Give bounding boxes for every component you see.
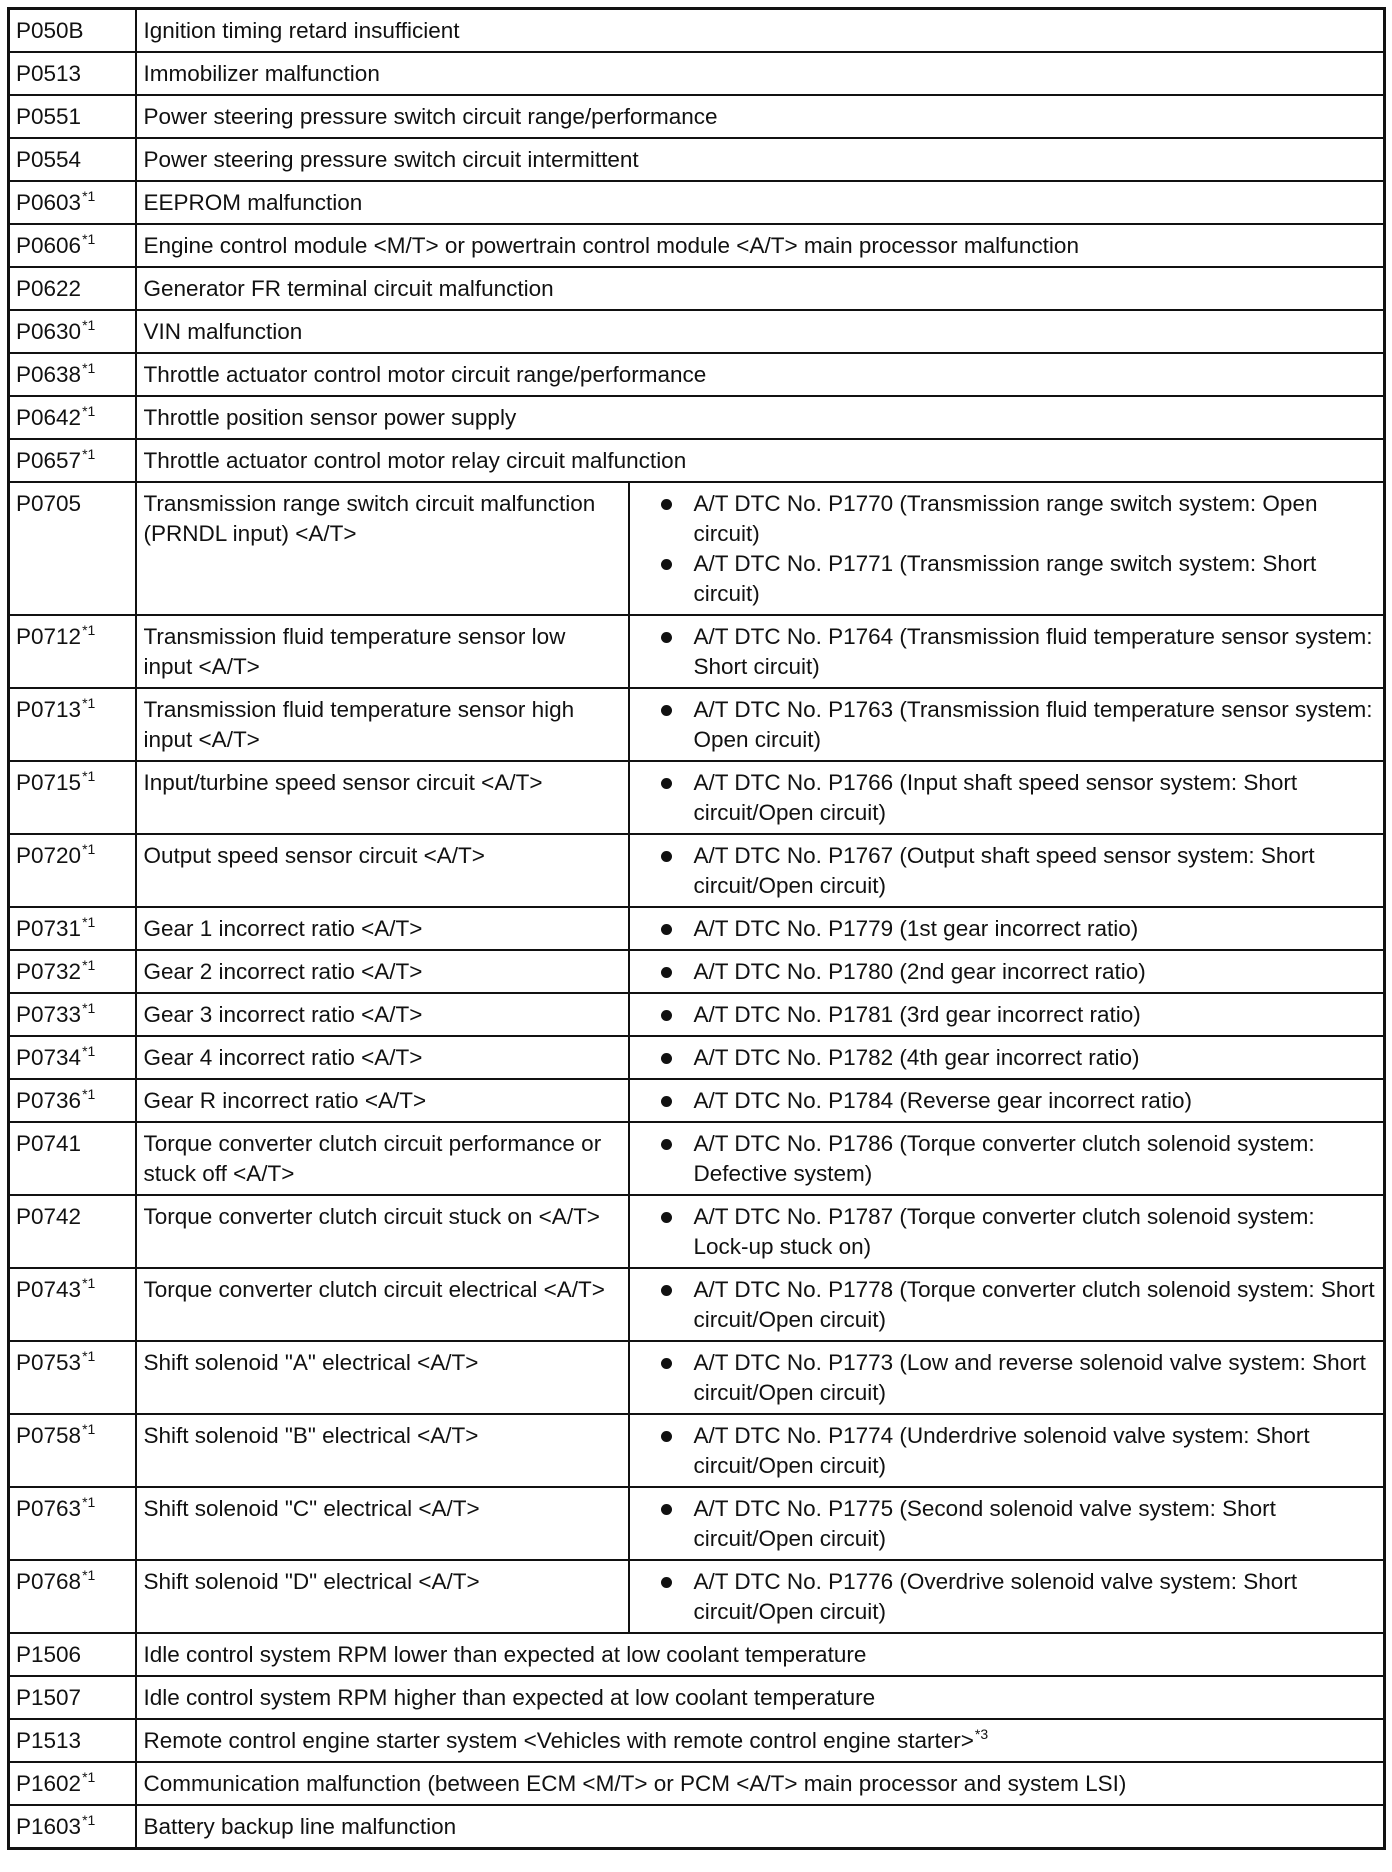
footnote-marker: *1 xyxy=(82,231,96,247)
dtc-code: P0715 xyxy=(16,770,82,795)
related-dtc-cell xyxy=(629,1268,1385,1341)
dtc-description-cell xyxy=(136,993,629,1036)
dtc-description-cell xyxy=(136,1268,629,1341)
dtc-code-cell xyxy=(9,1487,136,1560)
bullet-icon xyxy=(661,1010,672,1021)
dtc-code: P050B xyxy=(16,18,84,43)
dtc-code-cell xyxy=(9,834,136,907)
dtc-description-cell xyxy=(136,1762,1385,1805)
dtc-description-cell xyxy=(136,95,1385,138)
related-dtc-list xyxy=(637,1202,1376,1262)
footnote-marker: *1 xyxy=(82,695,96,711)
dtc-description: Power steering pressure switch circuit intermittent xyxy=(143,147,639,172)
dtc-description: Torque converter clutch circuit electrical <A/T> xyxy=(143,1277,605,1302)
dtc-code: P0732 xyxy=(16,959,82,984)
table-row xyxy=(9,1195,1385,1268)
table-row xyxy=(9,95,1385,138)
related-dtc-text: A/T DTC No. P1763 (Transmission fluid temperature sensor system: Open circuit) xyxy=(693,697,1373,752)
dtc-code: P0742 xyxy=(16,1204,82,1229)
related-dtc-list xyxy=(637,695,1376,755)
dtc-code: P0642 xyxy=(16,405,82,430)
table-row xyxy=(9,993,1385,1036)
related-dtc-text: A/T DTC No. P1774 (Underdrive solenoid valve system: Short circuit/Open circuit) xyxy=(693,1423,1310,1478)
bullet-icon xyxy=(661,499,672,510)
footnote-marker: *1 xyxy=(82,1494,96,1510)
table-row xyxy=(9,181,1385,224)
bullet-icon xyxy=(661,559,672,570)
related-dtc-list xyxy=(637,622,1376,682)
list-item xyxy=(637,914,1376,944)
dtc-description-cell xyxy=(136,267,1385,310)
dtc-code: P0630 xyxy=(16,319,82,344)
bullet-icon xyxy=(661,1139,672,1150)
dtc-code: P1506 xyxy=(16,1642,82,1667)
dtc-code: P1602 xyxy=(16,1771,82,1796)
dtc-code-cell xyxy=(9,52,136,95)
dtc-description: Idle control system RPM higher than expected at low coolant temperature xyxy=(143,1685,876,1710)
table-row xyxy=(9,1676,1385,1719)
dtc-description-cell xyxy=(136,1719,1385,1762)
bullet-icon xyxy=(661,924,672,935)
dtc-description-cell xyxy=(136,1805,1385,1849)
dtc-code: P0554 xyxy=(16,147,82,172)
list-item xyxy=(637,1275,1376,1335)
related-dtc-text: A/T DTC No. P1784 (Reverse gear incorrect ratio) xyxy=(693,1088,1193,1113)
dtc-description-cell xyxy=(136,1122,629,1195)
related-dtc-cell xyxy=(629,950,1385,993)
dtc-code: P0606 xyxy=(16,233,82,258)
related-dtc-text: A/T DTC No. P1778 (Torque converter clutch solenoid system: Short circuit/Open circuit) xyxy=(693,1277,1375,1332)
dtc-code-cell xyxy=(9,1805,136,1849)
dtc-code-cell xyxy=(9,1414,136,1487)
bullet-icon xyxy=(661,1358,672,1369)
footnote-marker: *1 xyxy=(82,403,96,419)
related-dtc-cell xyxy=(629,1195,1385,1268)
footnote-marker: *1 xyxy=(82,1348,96,1364)
dtc-description: Idle control system RPM lower than expected at low coolant temperature xyxy=(143,1642,867,1667)
dtc-code-cell xyxy=(9,1079,136,1122)
related-dtc-list xyxy=(637,1129,1376,1189)
footnote-marker: *3 xyxy=(974,1726,989,1742)
dtc-description: Torque converter clutch circuit performance or stuck off <A/T> xyxy=(143,1131,602,1186)
dtc-code-cell xyxy=(9,1122,136,1195)
dtc-code-cell xyxy=(9,95,136,138)
dtc-description-cell xyxy=(136,1633,1385,1676)
footnote-marker: *1 xyxy=(82,1769,96,1785)
table-row xyxy=(9,688,1385,761)
dtc-description: Transmission fluid temperature sensor low input <A/T> xyxy=(143,624,566,679)
dtc-code-cell xyxy=(9,1719,136,1762)
related-dtc-list xyxy=(637,957,1376,987)
related-dtc-text: A/T DTC No. P1773 (Low and reverse solenoid valve system: Short circuit/Open circuit) xyxy=(693,1350,1366,1405)
dtc-description-cell xyxy=(136,1195,629,1268)
dtc-description-cell xyxy=(136,1079,629,1122)
dtc-description: Transmission range switch circuit malfunction (PRNDL input) <A/T> xyxy=(143,491,596,546)
dtc-description-cell xyxy=(136,396,1385,439)
dtc-code-cell xyxy=(9,1633,136,1676)
related-dtc-text: A/T DTC No. P1764 (Transmission fluid temperature sensor system: Short circuit) xyxy=(693,624,1373,679)
related-dtc-list xyxy=(637,1000,1376,1030)
list-item xyxy=(637,549,1376,609)
dtc-code: P0622 xyxy=(16,276,82,301)
list-item xyxy=(637,1129,1376,1189)
table-row xyxy=(9,907,1385,950)
related-dtc-list xyxy=(637,1567,1376,1627)
dtc-description-cell xyxy=(136,950,629,993)
related-dtc-list xyxy=(637,1086,1376,1116)
dtc-description: Shift solenoid "C" electrical <A/T> xyxy=(143,1496,480,1521)
footnote-marker: *1 xyxy=(82,360,96,376)
dtc-code: P0768 xyxy=(16,1569,82,1594)
related-dtc-text: A/T DTC No. P1771 (Transmission range switch system: Short circuit) xyxy=(693,551,1317,606)
dtc-code-cell xyxy=(9,9,136,53)
dtc-description: Immobilizer malfunction xyxy=(143,61,380,86)
dtc-description-cell xyxy=(136,224,1385,267)
dtc-code-cell xyxy=(9,907,136,950)
table-row xyxy=(9,9,1385,53)
dtc-description: Transmission fluid temperature sensor high input <A/T> xyxy=(143,697,575,752)
table-row xyxy=(9,1268,1385,1341)
dtc-code-cell xyxy=(9,353,136,396)
dtc-code-cell xyxy=(9,993,136,1036)
dtc-description: Shift solenoid "D" electrical <A/T> xyxy=(143,1569,480,1594)
footnote-marker: *1 xyxy=(82,1421,96,1437)
table-row xyxy=(9,950,1385,993)
dtc-code-cell xyxy=(9,1036,136,1079)
list-item xyxy=(637,1421,1376,1481)
footnote-marker: *1 xyxy=(82,317,96,333)
dtc-code: P0731 xyxy=(16,916,82,941)
dtc-code: P1603 xyxy=(16,1814,82,1839)
dtc-table xyxy=(7,7,1386,1850)
bullet-icon xyxy=(661,1431,672,1442)
footnote-marker: *1 xyxy=(82,1043,96,1059)
dtc-code-cell xyxy=(9,1560,136,1633)
list-item xyxy=(637,957,1376,987)
dtc-code: P0720 xyxy=(16,843,82,868)
dtc-code-cell xyxy=(9,181,136,224)
dtc-code-cell xyxy=(9,310,136,353)
table-row xyxy=(9,1036,1385,1079)
table-row xyxy=(9,1079,1385,1122)
related-dtc-cell xyxy=(629,907,1385,950)
table-row xyxy=(9,1122,1385,1195)
dtc-code-cell xyxy=(9,267,136,310)
bullet-icon xyxy=(661,1285,672,1296)
related-dtc-cell xyxy=(629,1079,1385,1122)
list-item xyxy=(637,622,1376,682)
related-dtc-cell xyxy=(629,1122,1385,1195)
dtc-description: Output speed sensor circuit <A/T> xyxy=(143,843,485,868)
related-dtc-text: A/T DTC No. P1786 (Torque converter clutch solenoid system: Defective system) xyxy=(693,1131,1315,1186)
dtc-code: P0741 xyxy=(16,1131,82,1156)
related-dtc-list xyxy=(637,768,1376,828)
footnote-marker: *1 xyxy=(82,622,96,638)
related-dtc-list xyxy=(637,1348,1376,1408)
dtc-description: Throttle position sensor power supply xyxy=(143,405,517,430)
dtc-description: Input/turbine speed sensor circuit <A/T> xyxy=(143,770,543,795)
table-row xyxy=(9,52,1385,95)
dtc-code-cell xyxy=(9,439,136,482)
dtc-description-cell xyxy=(136,1560,629,1633)
list-item xyxy=(637,1043,1376,1073)
related-dtc-cell xyxy=(629,1341,1385,1414)
dtc-description: Communication malfunction (between ECM <M/T> or PCM <A/T> main processor and system LSI) xyxy=(143,1771,1127,1796)
dtc-description: Throttle actuator control motor circuit range/performance xyxy=(143,362,707,387)
bullet-icon xyxy=(661,1504,672,1515)
footnote-marker: *1 xyxy=(82,914,96,930)
table-row xyxy=(9,1633,1385,1676)
dtc-code: P0705 xyxy=(16,491,82,516)
dtc-code-cell xyxy=(9,1195,136,1268)
footnote-marker: *1 xyxy=(82,446,96,462)
table-row xyxy=(9,1719,1385,1762)
table-row xyxy=(9,224,1385,267)
footnote-marker: *1 xyxy=(82,1567,96,1583)
dtc-description-cell xyxy=(136,181,1385,224)
dtc-code: P0638 xyxy=(16,362,82,387)
dtc-code-cell xyxy=(9,1341,136,1414)
table-row xyxy=(9,482,1385,615)
footnote-marker: *1 xyxy=(82,1086,96,1102)
related-dtc-text: A/T DTC No. P1779 (1st gear incorrect ratio) xyxy=(693,916,1139,941)
list-item xyxy=(637,768,1376,828)
table-row xyxy=(9,267,1385,310)
table-row xyxy=(9,834,1385,907)
bullet-icon xyxy=(661,1053,672,1064)
dtc-description: Gear 2 incorrect ratio <A/T> xyxy=(143,959,423,984)
dtc-description: Battery backup line malfunction xyxy=(143,1814,457,1839)
related-dtc-text: A/T DTC No. P1787 (Torque converter clutch solenoid system: Lock-up stuck on) xyxy=(693,1204,1315,1259)
table-row xyxy=(9,439,1385,482)
related-dtc-list xyxy=(637,1275,1376,1335)
dtc-description-cell xyxy=(136,907,629,950)
table-row xyxy=(9,1487,1385,1560)
related-dtc-cell xyxy=(629,615,1385,688)
dtc-description-cell xyxy=(136,138,1385,181)
list-item xyxy=(637,1086,1376,1116)
list-item xyxy=(637,489,1376,549)
related-dtc-text: A/T DTC No. P1770 (Transmission range switch system: Open circuit) xyxy=(693,491,1318,546)
related-dtc-list xyxy=(637,489,1376,609)
footnote-marker: *1 xyxy=(82,1275,96,1291)
dtc-code-cell xyxy=(9,950,136,993)
dtc-description-cell xyxy=(136,439,1385,482)
list-item xyxy=(637,695,1376,755)
dtc-code-cell xyxy=(9,396,136,439)
dtc-code-cell xyxy=(9,224,136,267)
related-dtc-cell xyxy=(629,761,1385,834)
bullet-icon xyxy=(661,632,672,643)
bullet-icon xyxy=(661,705,672,716)
bullet-icon xyxy=(661,1212,672,1223)
related-dtc-list xyxy=(637,1421,1376,1481)
related-dtc-list xyxy=(637,841,1376,901)
related-dtc-cell xyxy=(629,482,1385,615)
dtc-description: Gear 1 incorrect ratio <A/T> xyxy=(143,916,423,941)
dtc-code: P0513 xyxy=(16,61,82,86)
dtc-code-cell xyxy=(9,138,136,181)
footnote-marker: *1 xyxy=(82,841,96,857)
related-dtc-list xyxy=(637,1494,1376,1554)
list-item xyxy=(637,1567,1376,1627)
table-row xyxy=(9,353,1385,396)
dtc-description: Throttle actuator control motor relay circuit malfunction xyxy=(143,448,687,473)
list-item xyxy=(637,1000,1376,1030)
table-row xyxy=(9,138,1385,181)
related-dtc-cell xyxy=(629,1560,1385,1633)
related-dtc-text: A/T DTC No. P1775 (Second solenoid valve system: Short circuit/Open circuit) xyxy=(693,1496,1276,1551)
dtc-description-cell xyxy=(136,1341,629,1414)
dtc-description: Gear 3 incorrect ratio <A/T> xyxy=(143,1002,423,1027)
dtc-description-cell xyxy=(136,615,629,688)
dtc-code: P0734 xyxy=(16,1045,82,1070)
table-row xyxy=(9,396,1385,439)
dtc-code-cell xyxy=(9,1676,136,1719)
dtc-code: P0758 xyxy=(16,1423,82,1448)
list-item xyxy=(637,1494,1376,1554)
dtc-description-cell xyxy=(136,482,629,615)
table-row xyxy=(9,1805,1385,1849)
bullet-icon xyxy=(661,778,672,789)
dtc-description: Gear R incorrect ratio <A/T> xyxy=(143,1088,427,1113)
related-dtc-cell xyxy=(629,1036,1385,1079)
dtc-description: Shift solenoid "A" electrical <A/T> xyxy=(143,1350,479,1375)
dtc-code: P1513 xyxy=(16,1728,82,1753)
dtc-code: P0713 xyxy=(16,697,82,722)
table-row xyxy=(9,1414,1385,1487)
related-dtc-text: A/T DTC No. P1776 (Overdrive solenoid valve system: Short circuit/Open circuit) xyxy=(693,1569,1298,1624)
dtc-description: Shift solenoid "B" electrical <A/T> xyxy=(143,1423,479,1448)
table-row xyxy=(9,615,1385,688)
bullet-icon xyxy=(661,1577,672,1588)
dtc-description-cell xyxy=(136,310,1385,353)
dtc-code: P0603 xyxy=(16,190,82,215)
dtc-code-cell xyxy=(9,615,136,688)
dtc-code: P0551 xyxy=(16,104,82,129)
related-dtc-text: A/T DTC No. P1780 (2nd gear incorrect ratio) xyxy=(693,959,1146,984)
dtc-code: P0763 xyxy=(16,1496,82,1521)
related-dtc-text: A/T DTC No. P1767 (Output shaft speed sensor system: Short circuit/Open circuit) xyxy=(693,843,1315,898)
dtc-description: Power steering pressure switch circuit range/performance xyxy=(143,104,718,129)
dtc-code: P1507 xyxy=(16,1685,82,1710)
list-item xyxy=(637,841,1376,901)
footnote-marker: *1 xyxy=(82,768,96,784)
dtc-description-cell xyxy=(136,761,629,834)
dtc-description-cell xyxy=(136,9,1385,53)
bullet-icon xyxy=(661,967,672,978)
dtc-code: P0753 xyxy=(16,1350,82,1375)
related-dtc-list xyxy=(637,1043,1376,1073)
dtc-description-cell xyxy=(136,688,629,761)
dtc-description-cell xyxy=(136,834,629,907)
list-item xyxy=(637,1202,1376,1262)
dtc-description: EEPROM malfunction xyxy=(143,190,363,215)
dtc-code: P0712 xyxy=(16,624,82,649)
dtc-code-cell xyxy=(9,1268,136,1341)
dtc-description: Remote control engine starter system <Vehicles with remote control engine starter> xyxy=(143,1728,974,1753)
footnote-marker: *1 xyxy=(82,1812,96,1828)
footnote-marker: *1 xyxy=(82,188,96,204)
dtc-description-cell xyxy=(136,52,1385,95)
dtc-description: Gear 4 incorrect ratio <A/T> xyxy=(143,1045,423,1070)
related-dtc-cell xyxy=(629,688,1385,761)
table-row xyxy=(9,761,1385,834)
dtc-table-body xyxy=(9,9,1385,1849)
bullet-icon xyxy=(661,1096,672,1107)
related-dtc-cell xyxy=(629,1414,1385,1487)
table-row xyxy=(9,1341,1385,1414)
dtc-description: Engine control module <M/T> or powertrain control module <A/T> main processor malfunction xyxy=(143,233,1079,258)
dtc-description: VIN malfunction xyxy=(143,319,303,344)
related-dtc-text: A/T DTC No. P1781 (3rd gear incorrect ratio) xyxy=(693,1002,1141,1027)
dtc-description-cell xyxy=(136,1414,629,1487)
table-row xyxy=(9,310,1385,353)
dtc-description-cell xyxy=(136,1036,629,1079)
footnote-marker: *1 xyxy=(82,957,96,973)
dtc-code: P0733 xyxy=(16,1002,82,1027)
dtc-description-cell xyxy=(136,353,1385,396)
dtc-description: Generator FR terminal circuit malfunction xyxy=(143,276,554,301)
list-item xyxy=(637,1348,1376,1408)
dtc-description-cell xyxy=(136,1676,1385,1719)
table-row xyxy=(9,1762,1385,1805)
footnote-marker: *1 xyxy=(82,1000,96,1016)
dtc-code-cell xyxy=(9,482,136,615)
dtc-code-cell xyxy=(9,688,136,761)
related-dtc-cell xyxy=(629,993,1385,1036)
dtc-code: P0736 xyxy=(16,1088,82,1113)
dtc-description: Torque converter clutch circuit stuck on <A/T> xyxy=(143,1204,600,1229)
table-row xyxy=(9,1560,1385,1633)
dtc-description: Ignition timing retard insufficient xyxy=(143,18,460,43)
related-dtc-cell xyxy=(629,834,1385,907)
dtc-code: P0743 xyxy=(16,1277,82,1302)
related-dtc-text: A/T DTC No. P1782 (4th gear incorrect ratio) xyxy=(693,1045,1140,1070)
related-dtc-cell xyxy=(629,1487,1385,1560)
dtc-code-cell xyxy=(9,1762,136,1805)
bullet-icon xyxy=(661,851,672,862)
related-dtc-list xyxy=(637,914,1376,944)
dtc-code: P0657 xyxy=(16,448,82,473)
dtc-description-cell xyxy=(136,1487,629,1560)
dtc-code-cell xyxy=(9,761,136,834)
related-dtc-text: A/T DTC No. P1766 (Input shaft speed sensor system: Short circuit/Open circuit) xyxy=(693,770,1298,825)
